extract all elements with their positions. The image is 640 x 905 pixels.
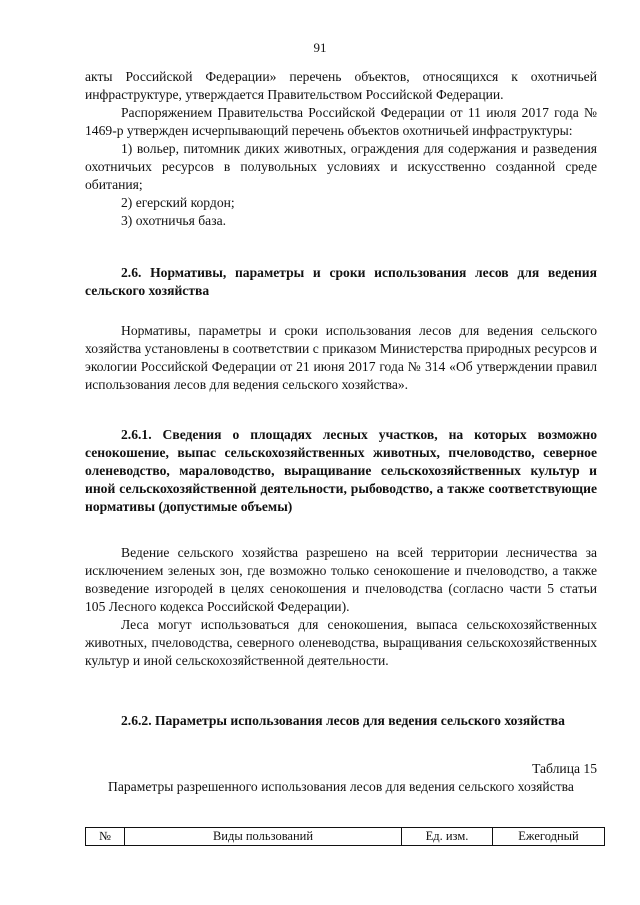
column-header: № xyxy=(86,828,125,846)
section-2-6-1-body xyxy=(85,544,597,670)
table-caption: Параметры разрешенного использования лесов для ведения сельского хозяйства xyxy=(108,779,574,794)
column-header: Ед. изм. xyxy=(402,828,493,846)
table-header-row xyxy=(86,828,605,846)
list-item: 1) вольер, питомник диких животных, ограждения для содержания и разведения охотничьих ресурсов в полувольных условиях и искусственно созданной среде обитания; xyxy=(85,141,597,192)
section-2-6-1 xyxy=(85,426,597,516)
paragraph: акты Российской Федерации» перечень объектов, относящихся к охотничьей инфраструктуре, утверждается Правительством Российской Федерации. xyxy=(85,69,597,102)
section-2-6-body xyxy=(85,322,597,394)
paragraph: Распоряжением Правительства Российской Федерации от 11 июля 2017 года № 1469-р утвержден исчерпывающий перечень объектов охотничьей инфраструктуры: xyxy=(85,105,597,138)
column-header: Ежегодный xyxy=(493,828,605,846)
paragraph: Ведение сельского хозяйства разрешено на всей территории лесничества за исключением зеленых зон, где возможно только сенокошение и пчеловодство, а также возведение изгородей в целях сенокошения и пчеловодства (согласно части 5 статьи 105 Лесного кодекса Российской Федерации). xyxy=(85,545,597,614)
page-number: 91 xyxy=(313,40,327,55)
table-label: Таблица 15 xyxy=(532,761,597,776)
paragraph: Леса могут использоваться для сенокошения, выпаса сельскохозяйственных животных, пчеловодства, северного оленеводства, выращивания сельскохозяйственных культур и иной сельскохозяйственной деятельности. xyxy=(85,617,597,668)
parameters-table xyxy=(85,827,605,846)
section-heading: 2.6.1. Сведения о площадях лесных участков, на которых возможно сенокошение, выпас сельскохозяйственных животных, пчеловодство, северное оленеводство, мараловодство, выращивание сельскохозяйственных культур и иной сельскохозяйственной деятельности, рыбоводство, а также соответствующие нормативы (допустимые объемы) xyxy=(85,427,597,514)
list-item: 2) егерский кордон; xyxy=(121,195,235,210)
column-header: Виды пользований xyxy=(125,828,402,846)
intro-block xyxy=(85,68,597,230)
table-header-block xyxy=(85,760,597,796)
section-heading: 2.6.2. Параметры использования лесов для ведения сельского хозяйства xyxy=(121,713,565,728)
section-2-6-2 xyxy=(85,712,597,730)
paragraph: Нормативы, параметры и сроки использования лесов для ведения сельского хозяйства установлены в соответствии с приказом Министерства природных ресурсов и экологии Российской Федерации от 21 июня 2017 года № 314 «Об утверждении правил использования лесов для ведения сельского хозяйства». xyxy=(85,323,597,392)
section-2-6 xyxy=(85,264,597,300)
section-heading: 2.6. Нормативы, параметры и сроки использования лесов для ведения сельского хозяйства xyxy=(85,265,597,298)
list-item: 3) охотничья база. xyxy=(121,213,227,228)
